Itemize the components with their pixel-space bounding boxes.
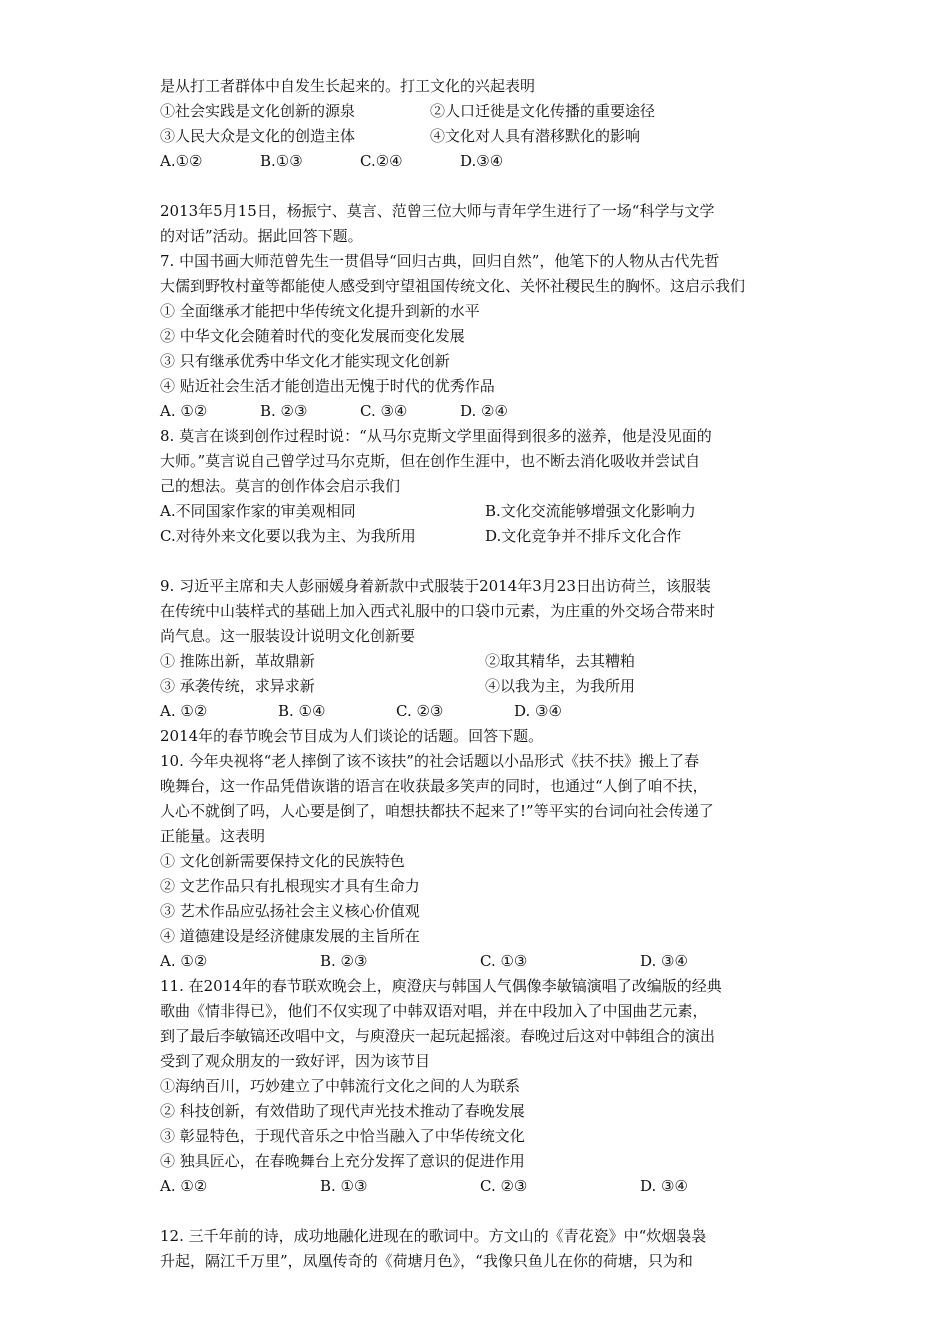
text-line: 在传统中山装样式的基础上加入西式礼服中的口袋巾元素，为庄重的外交场合带来时 — [160, 602, 716, 620]
choice-c: C.对待外来文化要以我为主、为我所用 — [160, 527, 416, 545]
option-1: ① 文化创新需要保持文化的民族特色 — [160, 852, 405, 870]
text-line: 大师。”莫言说自己曾学过马尔克斯，但在创作生涯中，也不断去消化吸收并尝试自 — [160, 452, 701, 470]
question-10: 10. 今年央视将“老人摔倒了该不该扶”的社会话题以小品形式《扶不扶》搬上了春 — [160, 752, 699, 770]
choice-c: C. ②③ — [480, 1177, 528, 1195]
option-row — [160, 124, 800, 149]
question-11: 11. 在2014年的春节联欢晚会上，庾澄庆与韩国人气偶像李敏镐演唱了改编版的经典 — [160, 977, 722, 995]
answer-choices-9 — [160, 699, 800, 724]
choice-a: A. ①② — [160, 1177, 208, 1195]
choice-b: B. ②③ — [260, 402, 308, 420]
choice-a: A. ①② — [160, 952, 208, 970]
question-8: 8. 莫言在谈到创作过程时说：“从马尔克斯文学里面得到很多的滋养，他是没见面的 — [160, 427, 712, 445]
option-4: ④文化对人具有潜移默化的影响 — [430, 127, 641, 145]
choice-d: D. ②④ — [460, 402, 508, 420]
choice-c: C. ②③ — [396, 702, 444, 720]
option-row — [160, 99, 800, 124]
option-4: ④ 贴近社会生活才能创造出无愧于时代的优秀作品 — [160, 377, 495, 395]
choice-c: C. ①③ — [480, 952, 528, 970]
option-2: ② 中华文化会随着时代的变化发展而变化发展 — [160, 327, 465, 345]
option-1: ①海纳百川，巧妙建立了中韩流行文化之间的人为联系 — [160, 1077, 521, 1095]
text-line: 人心不就倒了吗，人心要是倒了，咱想扶都扶不起来了!”等平实的台词向社会传递了 — [160, 802, 714, 820]
text-line: 受到了观众朋友的一致好评，因为该节目 — [160, 1052, 431, 1070]
option-row — [160, 499, 800, 524]
choice-b: B. ②③ — [320, 952, 368, 970]
text-line: 晚舞台，这一作品凭借诙谐的语言在收获最多笑声的同时，也通过“人倒了咱不扶， — [160, 777, 708, 795]
option-4: ④以我为主，为我所用 — [485, 677, 636, 695]
spacer — [160, 174, 800, 199]
option-3: ③ 承袭传统，求异求新 — [160, 677, 315, 695]
choice-c: C. ③④ — [360, 402, 408, 420]
option-3: ③ 艺术作品应弘扬社会主义核心价值观 — [160, 902, 420, 920]
text-line: 升起，隔江千万里”，凤凰传奇的《荷塘月色》，“我像只鱼儿在你的荷塘，只为和 — [160, 1252, 693, 1270]
choice-d: D. ③④ — [640, 1177, 688, 1195]
choice-d: D.③④ — [460, 152, 504, 170]
answer-choices-10 — [160, 949, 800, 974]
option-1: ① 全面继承才能把中华传统文化提升到新的水平 — [160, 302, 480, 320]
option-2: ② 文艺作品只有扎根现实才具有生命力 — [160, 877, 420, 895]
spacer — [160, 1199, 800, 1224]
question-12: 12. 三千年前的诗，成功地融化进现在的歌词中。方文山的《青花瓷》中“炊烟袅袅 — [160, 1227, 707, 1245]
answer-choices-7 — [160, 399, 800, 424]
text-line: 到了最后李敏镐还改唱中文，与庾澄庆一起玩起摇滚。春晚过后这对中韩组合的演出 — [160, 1027, 716, 1045]
text-line: 是从打工者群体中自发生长起来的。打工文化的兴起表明 — [160, 77, 536, 95]
choice-b: B.文化交流能够增强文化影响力 — [485, 502, 696, 520]
choice-a: A.不同国家作家的审美观相同 — [160, 502, 356, 520]
choice-d: D.文化竞争并不排斥文化合作 — [485, 527, 682, 545]
choice-a: A.①② — [160, 152, 203, 170]
text-line: 己的想法。莫言的创作体会启示我们 — [160, 477, 401, 495]
choice-a: A. ①② — [160, 702, 208, 720]
choice-b: B. ①③ — [320, 1177, 368, 1195]
spacer — [160, 549, 800, 574]
question-text — [160, 74, 800, 1274]
option-1: ①社会实践是文化创新的源泉 — [160, 102, 356, 120]
option-2: ②人口迁徙是文化传播的重要途径 — [430, 102, 656, 120]
text-line: 歌曲《情非得已》，他们不仅实现了中韩双语对唱，并在中段加入了中国曲艺元素， — [160, 1002, 708, 1020]
question-9: 9. 习近平主席和夫人彭丽媛身着新款中式服装于2014年3月23日出访荷兰，该服装 — [160, 577, 711, 595]
choice-d: D. ③④ — [514, 702, 562, 720]
text-line: 正能量。这表明 — [160, 827, 266, 845]
answer-choices-6 — [160, 149, 800, 174]
option-1: ① 推陈出新，革故鼎新 — [160, 652, 315, 670]
choice-b: B.①③ — [260, 152, 303, 170]
option-3: ③人民大众是文化的创造主体 — [160, 127, 356, 145]
option-2: ②取其精华，去其糟粕 — [485, 652, 636, 670]
question-7: 7. 中国书画大师范曾先生一贯倡导“回归古典，回归自然”，他笔下的人物从古代先哲 — [160, 252, 720, 270]
option-row — [160, 524, 800, 549]
choice-b: B. ①④ — [278, 702, 326, 720]
option-2: ② 科技创新，有效借助了现代声光技术推动了春晚发展 — [160, 1102, 525, 1120]
text-line: 2013年5月15日，杨振宁、莫言、范曾三位大师与青年学生进行了一场“科学与文学 — [160, 202, 715, 220]
option-4: ④ 独具匠心，在春晚舞台上充分发挥了意识的促进作用 — [160, 1152, 525, 1170]
text-line: 2014年的春节晚会节目成为人们谈论的话题。回答下题。 — [160, 727, 544, 745]
option-row — [160, 674, 800, 699]
answer-choices-11 — [160, 1174, 800, 1199]
option-3: ③ 只有继承优秀中华文化才能实现文化创新 — [160, 352, 450, 370]
choice-d: D. ③④ — [640, 952, 688, 970]
choice-a: A. ①② — [160, 402, 208, 420]
text-line: 尚气息。这一服装设计说明文化创新要 — [160, 627, 416, 645]
option-4: ④ 道德建设是经济健康发展的主旨所在 — [160, 927, 420, 945]
text-line: 的对话”活动。据此回答下题。 — [160, 227, 363, 245]
choice-c: C.②④ — [360, 152, 403, 170]
option-row — [160, 649, 800, 674]
option-3: ③ 彰显特色，于现代音乐之中恰当融入了中华传统文化 — [160, 1127, 525, 1145]
text-line: 大儒到野牧村童等都能使人感受到守望祖国传统文化、关怀社稷民生的胸怀。这启示我们 — [160, 277, 746, 295]
